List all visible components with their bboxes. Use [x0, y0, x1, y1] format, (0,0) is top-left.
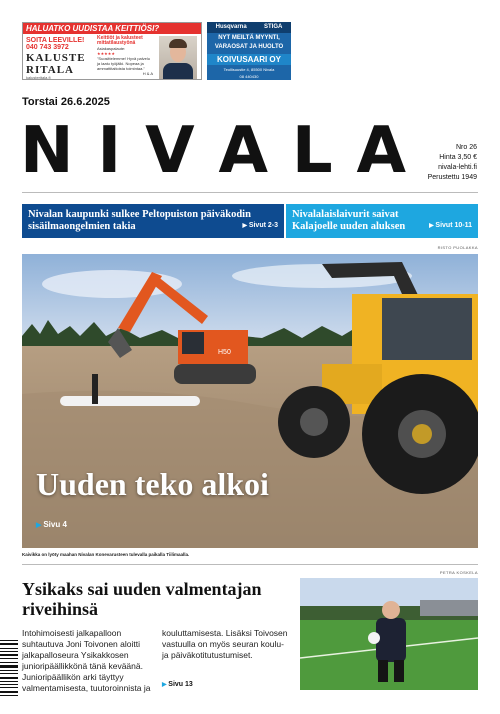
kitchen-ad-review-label: Asiakaspalaute:: [97, 46, 126, 51]
kitchen-ad-headline: HALUATKO UUDISTAA KEITTIÖSI?: [23, 23, 201, 34]
photo-caption: Kaivikka on lyöty maahan Nivalan Konevarusteen tulevalla paikalla Tiilimaalla.: [22, 552, 190, 557]
second-story-text-col-1: Intohimoisesti jalkapalloon suhtautuva Joni Toivonen aloitti jalkapalloseura Ysikakkosen junioripäällikkönä tänä keväänä. Junioripäällikön arki täyttyy valmentamisesta, tuutoroinnista ja: [22, 628, 151, 693]
issue-info: [428, 143, 477, 183]
title-letter: A: [218, 114, 268, 188]
issue-price: Hinta 3,50 €: [439, 154, 477, 161]
teaser-headline: Nivalan kaupunki sulkee Peltopuiston päiväkodin sisäilmaongelmien takia: [28, 209, 251, 232]
husqvarna-logo: Husqvarna: [215, 24, 247, 30]
divider: [22, 564, 478, 565]
kitchen-ad-quote-author: H & A: [142, 71, 153, 76]
issue-date: Torstai 26.6.2025: [22, 96, 110, 108]
barcode: [0, 640, 18, 696]
title-letter: V: [145, 114, 195, 188]
title-letter: A: [356, 114, 406, 188]
issue-number: Nro 26: [455, 144, 477, 151]
newspaper-title[interactable]: [20, 114, 406, 188]
kitchen-ad-url: kalusteritala.fi: [26, 75, 51, 80]
kitchen-ad-brand-2: RITALA: [26, 64, 74, 76]
salesman-portrait: [159, 36, 197, 80]
kitchen-ad-call-label: SOITA LEEVILLE!: [26, 37, 85, 44]
second-story-headline[interactable]: Ysikaks sai uuden valmentajan riveihinsä: [22, 579, 262, 619]
husqvarna-ad-company: KOIVUSAARI OY: [207, 54, 291, 65]
photo-credit: RISTO PUOLAKKA: [437, 245, 478, 250]
svg-text:H50: H50: [218, 349, 231, 356]
main-story-headline[interactable]: Uuden teko alkoi: [36, 466, 269, 502]
husqvarna-ad[interactable]: [207, 22, 291, 80]
title-letter: I: [97, 114, 122, 188]
divider: [22, 192, 478, 193]
title-letter: L: [291, 114, 333, 188]
website-link[interactable]: nivala-lehti.fi: [438, 164, 477, 171]
teaser-page-ref: ▶ Sivut 10-11: [429, 220, 472, 232]
husqvarna-ad-address: Teollisuustie 4, 85500 Nivala: [223, 67, 275, 72]
kitchen-ad[interactable]: [22, 22, 202, 80]
second-story-text-col-2: kouluttamisesta. Lisäksi Toivosen vastuulla on myös seuran koulu- ja päiväkotitutustumiset.: [162, 628, 288, 660]
kitchen-ad-brand-1: KALUSTE: [26, 52, 86, 64]
teaser-headline: Nivalalaislaivurit saivat Kalajoelle uuden aluksen: [292, 209, 406, 232]
kitchen-ad-quote: "Suosittelemme! Hyvä palvelu ja laatu työjälki. Nopeaa ja ammattitaitoista toimintaa.": [97, 56, 150, 71]
husqvarna-ad-line-1: NYT MEILTÄ MYYNTI,: [218, 35, 280, 41]
construction-site-image: [22, 254, 478, 548]
title-letter: N: [20, 114, 74, 188]
photo-credit: PETRA KOSKELA: [439, 570, 478, 575]
husqvarna-ad-phone: 08 440430: [239, 74, 259, 79]
kitchen-ad-phone: 040 743 3972: [26, 44, 69, 51]
football-coach-image: [300, 578, 478, 690]
kitchen-ad-note: Keittiöt ja kalusteet mittatilaustyönä: [97, 35, 143, 46]
husqvarna-ad-line-2: VARAOSAT JA HUOLTO: [214, 44, 284, 50]
main-story-page-ref[interactable]: ▶ Sivu 4: [36, 520, 67, 529]
main-story-photo[interactable]: [22, 254, 478, 548]
rating-stars-icon: ★★★★★: [97, 51, 115, 56]
teaser-daycare[interactable]: [22, 204, 284, 238]
stiga-logo: STIGA: [263, 24, 283, 30]
second-story-page-ref[interactable]: ▶ Sivu 13: [162, 681, 193, 688]
teaser-page-ref: ▶ Sivut 2-3: [243, 220, 278, 232]
teaser-boat[interactable]: [286, 204, 478, 238]
founded-year: Perustettu 1949: [427, 174, 477, 181]
coach-photo[interactable]: [300, 578, 478, 690]
